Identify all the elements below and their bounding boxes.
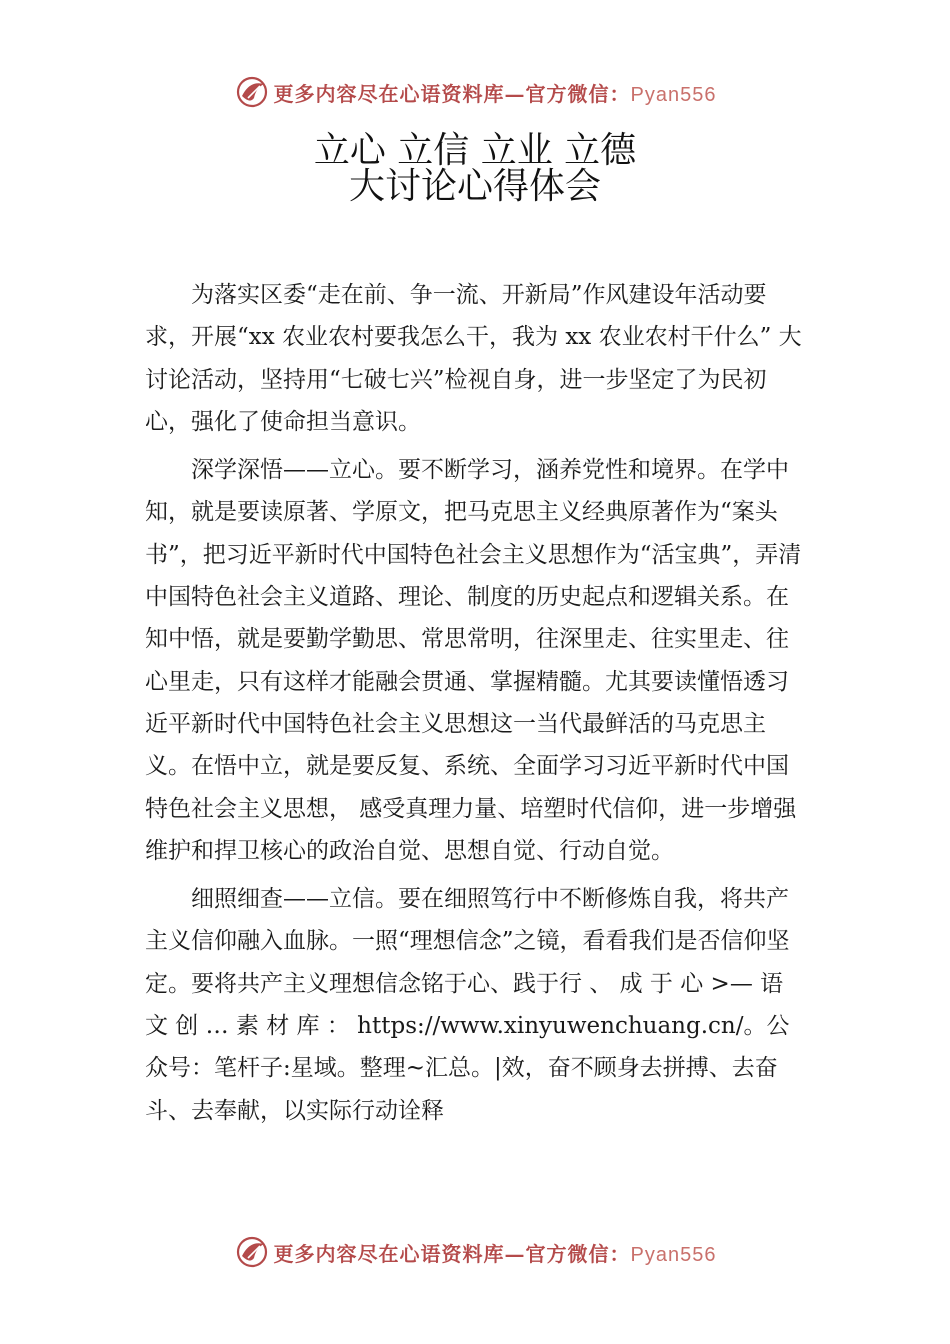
header-watermark-banner — [0, 72, 950, 112]
banner-contact: Pyan556 — [630, 1243, 717, 1266]
document-body — [145, 274, 810, 1132]
paragraph-lixin-study: 深学深悟——立心。要不断学习，涵养党性和境界。在学中知，就是要读原著、学原文，把马克思主义经典原著作为“案头书”，把习近平新时代中国特色社会主义思想作为“活宝典”，弄清中国特色社会主义道路、理论、制度的历史起点和逻辑关系。在知中悟，就是要勤学勤思、常思常明，往深里走、往实里走、往心里走，只有这样才能融会贯通、掌握精髓。尤其要读懂悟透习近平新时代中国特色社会主义思想这一当代最鲜活的马克思主义。在悟中立，就是要反复、系统、全面学习习近平新时代中国特色社会主义思想， 感受真理力量、培塑时代信仰，进一步增强维护和捍卫核心的政治自觉、思想自觉、行动自觉。 — [145, 457, 802, 864]
brand-logo-icon — [234, 1234, 270, 1270]
document-title-line-1: 立心 立信 立业 立德 — [313, 130, 637, 171]
document-title-line-2: 大讨论心得体会 — [348, 166, 601, 207]
banner-text: 更多内容尽在心语资料库—官方微信：Pyan556 — [273, 81, 717, 106]
banner-text: 更多内容尽在心语资料库—官方微信：Pyan556 — [273, 1241, 717, 1266]
paragraph-lixin-check: 细照细查——立信。要在细照笃行中不断修炼自我，将共产主义信仰融入血脉。一照“理想信念”之镜，看看我们是否信仰坚定。要将共产主义理想信念铭于心、践于行 、 成 于 心 >— 语 文 创 … 素 材 库 ： https://www.xinyuwenchuang.cn/。公众号：笔杆子:星域。整理~汇总。|效，奋不顾身去拼搏、去奋斗、去奉献，以实际行动诠释 — [145, 886, 790, 1124]
brand-logo-icon — [234, 74, 270, 110]
paragraph-intro: 为落实区委“走在前、争一流、开新局”作风建设年活动要求，开展“xx 农业农村要我怎么干，我为 xx 农业农村干什么” 大讨论活动，坚持用“七破七兴”检视自身，进一步坚定了为民初心，强化了使命担当意识。 — [145, 282, 802, 435]
banner-contact: Pyan556 — [630, 83, 717, 106]
footer-watermark-banner — [0, 1232, 950, 1272]
